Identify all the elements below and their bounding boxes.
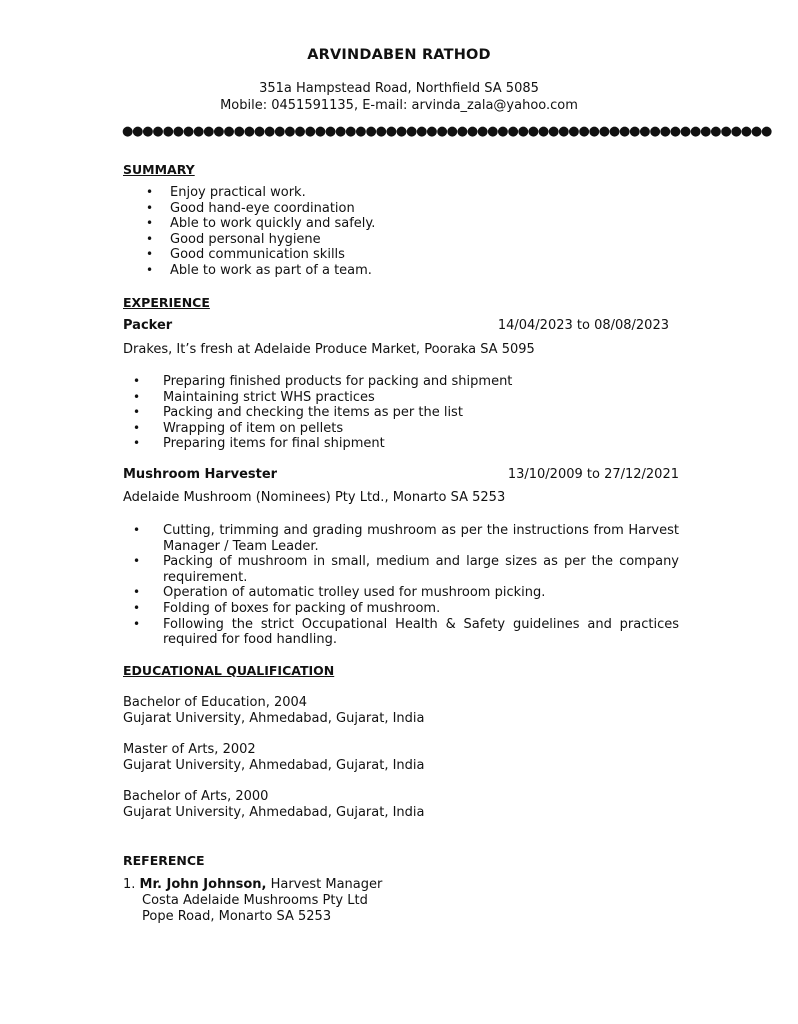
bullet-icon: •: [146, 231, 154, 246]
list-item: • Good personal hygiene: [146, 231, 321, 247]
degree: Master of Arts, 2002: [123, 742, 256, 757]
job-employer: Adelaide Mushroom (Nominees) Pty Ltd., Monarto SA 5253: [123, 490, 506, 505]
reference-name: Mr. John Johnson,: [139, 877, 267, 892]
list-item: • Packing of mushroom in small, medium and large sizes as per the company requirement.: [133, 554, 679, 585]
list-item: • Folding of boxes for packing of mushroom.: [133, 600, 441, 616]
reference-line: [123, 877, 382, 893]
bullet-icon: •: [133, 436, 141, 451]
institution: Gujarat University, Ahmedabad, Gujarat, India: [123, 805, 425, 820]
education-entry: [123, 742, 425, 774]
list-item: • Maintaining strict WHS practices: [133, 389, 375, 405]
job-header: [123, 318, 679, 333]
bullet-icon: •: [133, 616, 141, 631]
summary-list: [123, 185, 375, 279]
list-item: • Enjoy practical work.: [146, 185, 306, 200]
reference-entry: [123, 877, 382, 925]
bullet-icon: •: [133, 389, 141, 404]
job-role: Packer: [123, 318, 173, 333]
institution: Gujarat University, Ahmedabad, Gujarat, India: [123, 758, 425, 773]
contact-line: Mobile: 0451591135, E-mail: arvinda_zala@yahoo.com: [220, 97, 578, 113]
reference-position: Harvest Manager: [266, 877, 383, 892]
reference-heading: REFERENCE: [123, 853, 205, 868]
institution: Gujarat University, Ahmedabad, Gujarat, India: [123, 711, 425, 726]
bullet-icon: •: [133, 405, 141, 420]
bullet-icon: •: [146, 185, 154, 199]
bullet-icon: •: [133, 374, 141, 388]
degree: Bachelor of Arts, 2000: [123, 789, 269, 804]
list-item: • Wrapping of item on pellets: [133, 420, 344, 436]
bullet-icon: •: [146, 216, 154, 231]
list-item: • Preparing items for final shipment: [133, 436, 385, 452]
job-duties-list: [123, 374, 512, 452]
list-item: • Cutting, trimming and grading mushroom as per the instructions from Harvest Manager / Team Leader.: [133, 523, 679, 554]
job-employer: Drakes, It’s fresh at Adelaide Produce Market, Pooraka SA 5095: [123, 342, 535, 357]
bullet-icon: •: [146, 247, 154, 262]
job-header: [123, 467, 679, 482]
job-dates: 13/10/2009 to 27/12/2021: [507, 467, 679, 482]
dotted-divider: ●●●●●●●●●●●●●●●●●●●●●●●●●●●●●●●●●●●●●●●●●●●●●●●●●●●●●●●●●●●●●●●●: [122, 124, 772, 139]
address-line: 351a Hampstead Road, Northfield SA 5085: [259, 81, 539, 96]
bullet-icon: •: [133, 554, 141, 569]
reference-address: Pope Road, Monarto SA 5253: [142, 909, 332, 924]
bullet-icon: •: [146, 262, 154, 277]
experience-heading: EXPERIENCE: [123, 295, 210, 310]
education-heading: EDUCATIONAL QUALIFICATION: [123, 663, 335, 678]
education-entry: [123, 695, 425, 727]
list-item: • Packing and checking the items as per the list: [133, 405, 463, 421]
education-entry: [123, 789, 425, 821]
list-item: • Able to work as part of a team.: [146, 262, 372, 278]
list-item: • Able to work quickly and safely.: [146, 216, 376, 232]
bullet-icon: •: [133, 420, 141, 435]
reference-number: 1.: [123, 877, 136, 892]
reference-company: Costa Adelaide Mushrooms Pty Ltd: [142, 893, 368, 908]
job-duties-list: [123, 523, 679, 648]
contact-block: [0, 81, 798, 114]
bullet-icon: •: [133, 523, 141, 537]
bullet-icon: •: [133, 585, 141, 600]
summary-heading: SUMMARY: [123, 162, 195, 177]
list-item: • Good hand-eye coordination: [146, 200, 355, 216]
job-dates: 14/04/2023 to 08/08/2023: [497, 318, 669, 333]
degree: Bachelor of Education, 2004: [123, 695, 308, 710]
bullet-icon: •: [133, 600, 141, 615]
job-role: Mushroom Harvester: [123, 467, 278, 482]
list-item: • Operation of automatic trolley used for mushroom picking.: [133, 585, 546, 601]
list-item: • Good communication skills: [146, 247, 345, 263]
list-item: • Following the strict Occupational Health & Safety guidelines and practices required for food handling.: [133, 616, 679, 648]
list-item: • Preparing finished products for packing and shipment: [133, 374, 513, 389]
candidate-name: ARVINDABEN RATHOD: [307, 47, 491, 63]
bullet-icon: •: [146, 200, 154, 215]
